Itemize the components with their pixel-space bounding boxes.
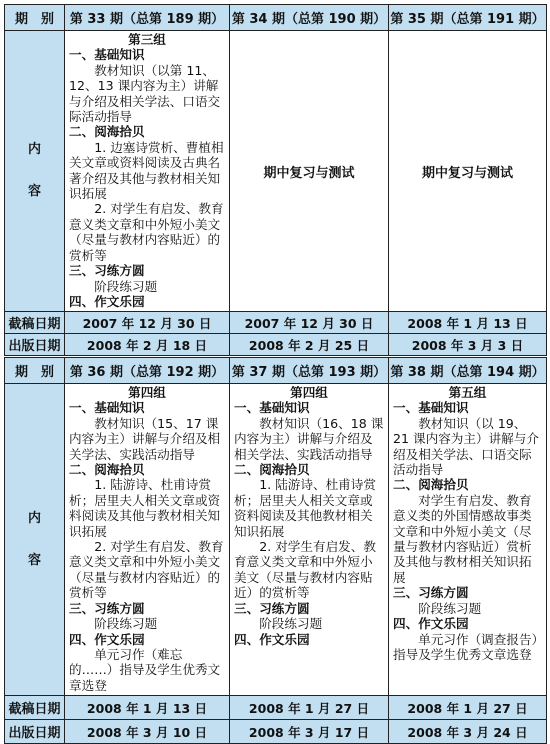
- deadline-date: 2007 年 12 月 30 日: [230, 312, 389, 334]
- deadline-date: 2008 年 1 月 13 日: [389, 312, 547, 334]
- section-text: 单元习作（难忘的……）指导及学生优秀文章选登: [69, 646, 221, 693]
- publish-date: 2008 年 3 月 10 日: [65, 720, 230, 744]
- deadline-label: 截稿日期: [5, 312, 65, 334]
- section-text: 阶段练习题: [94, 616, 158, 632]
- header-row: [5, 358, 547, 384]
- schedule-table-2: [4, 357, 547, 744]
- content-label-char-2: 容: [27, 184, 41, 200]
- section-reading: 二、阅海拾贝: [234, 462, 310, 478]
- content-label: [5, 384, 65, 696]
- deadline-date: 2008 年 1 月 27 日: [389, 696, 547, 720]
- section-text: 2. 对学生有启发、教育意义类文章和中外短小美文（尽量与教材内容贴近）的赏析等: [69, 201, 224, 263]
- section-text: 对学生有启发、教育意义类的外国情感故事类文章和中外短小美文（尽量与教材内容贴近）赏析及其他与教材相关知识拓展: [393, 492, 532, 585]
- issue-36-header: 第 36 期（总第 192 期）: [65, 358, 230, 384]
- section-text: 教材知识（以第 11、12、13 课内容为主）讲解与介绍及相关学法、口语交际活动指导: [69, 62, 221, 125]
- deadline-date: 2007 年 12 月 30 日: [65, 312, 230, 334]
- content-label: [5, 31, 65, 312]
- publish-date: 2008 年 3 月 17 日: [230, 720, 389, 744]
- publish-date: 2008 年 2 月 25 日: [230, 334, 389, 356]
- section-text: 单元习作（调查报告）指导及学生优秀文章选登: [393, 631, 538, 662]
- publish-date: 2008 年 2 月 18 日: [65, 334, 230, 356]
- publish-label: 出版日期: [5, 334, 65, 356]
- section-composition: 四、作文乐园: [393, 616, 469, 632]
- section-text: 1. 陆游诗、杜甫诗赏析；居里夫人相关文章或资料阅读及其他与教材相关知识拓展: [69, 477, 221, 539]
- issue-33-content: [65, 31, 230, 312]
- section-text: 教材知识（15、17 课内容为主）讲解与介绍及相关学法、实践活动指导: [69, 415, 221, 462]
- publish-date: 2008 年 3 月 3 日: [389, 334, 547, 356]
- section-text: 阶段练习题: [94, 278, 158, 294]
- period-label: 期 别: [5, 358, 65, 384]
- section-text: 1. 边塞诗赏析、曹植相关文章或资料阅读及古典名著介绍及其他与教材相关知识拓展: [69, 139, 224, 202]
- content-row: [5, 384, 547, 696]
- section-reading: 二、阅海拾贝: [69, 124, 145, 140]
- issue-37-content: [230, 384, 389, 696]
- section-composition: 四、作文乐园: [69, 293, 145, 309]
- group-title: 第五组: [448, 385, 487, 400]
- header-row: [5, 5, 547, 31]
- issue-33-header: 第 33 期（总第 189 期）: [65, 5, 230, 31]
- deadline-row: [5, 696, 547, 720]
- section-text: 教材知识（16、18 课内容为主）讲解与介绍及相关学法、实践活动指导: [234, 415, 384, 462]
- issue-35-header: 第 35 期（总第 191 期）: [389, 5, 547, 31]
- group-title: 第三组: [128, 32, 166, 47]
- section-text: 2. 对学生有启发、教育意义类文章和中外短小美文（尽量与教材内容贴近）的赏析等: [69, 539, 224, 601]
- section-composition: 四、作文乐园: [69, 631, 145, 647]
- issue-38-header: 第 38 期（总第 194 期）: [389, 358, 547, 384]
- section-exercises: 三、习练方圆: [69, 263, 145, 279]
- section-text: 1. 陆游诗、杜甫诗赏析；居里夫人相关文章或资料阅读及其他教材相关知识拓展: [234, 477, 376, 539]
- deadline-row: [5, 312, 547, 334]
- section-basic-knowledge: 一、基础知识: [393, 400, 469, 416]
- content-label-char-1: 内: [27, 142, 41, 158]
- deadline-label: 截稿日期: [5, 696, 65, 720]
- section-basic-knowledge: 一、基础知识: [69, 400, 145, 416]
- content-row: [5, 31, 547, 312]
- publish-row: [5, 334, 547, 356]
- group-title: 第四组: [290, 385, 328, 400]
- section-composition: 四、作文乐园: [234, 631, 310, 647]
- section-exercises: 三、习练方圆: [69, 600, 145, 616]
- issue-35-content: 期中复习与测试: [389, 31, 547, 312]
- issue-34-header: 第 34 期（总第 190 期）: [230, 5, 389, 31]
- section-basic-knowledge: 一、基础知识: [234, 400, 310, 416]
- section-exercises: 三、习练方圆: [234, 600, 310, 616]
- section-exercises: 三、习练方圆: [393, 585, 469, 601]
- schedule-table-1: [4, 4, 547, 356]
- publish-label: 出版日期: [5, 720, 65, 744]
- section-text: 2. 对学生有启发、教育意义类文章和中外短小美文（尽量与教材内容贴近）的赏析等: [234, 539, 376, 601]
- group-title: 第四组: [128, 385, 166, 400]
- deadline-date: 2008 年 1 月 13 日: [65, 696, 230, 720]
- publish-row: [5, 720, 547, 744]
- content-label-char-1: 内: [27, 510, 41, 526]
- section-text: 教材知识（以 19、21 课内容为主）讲解与介绍及相关学法、口语交际活动指导: [393, 415, 539, 478]
- section-reading: 二、阅海拾贝: [393, 477, 469, 493]
- deadline-date: 2008 年 1 月 27 日: [230, 696, 389, 720]
- section-text: 阶段练习题: [259, 616, 323, 632]
- issue-36-content: [65, 384, 230, 696]
- publish-date: 2008 年 3 月 24 日: [389, 720, 547, 744]
- issue-38-content: [389, 384, 547, 696]
- issue-37-header: 第 37 期（总第 193 期）: [230, 358, 389, 384]
- issue-34-content: 期中复习与测试: [230, 31, 389, 312]
- content-label-char-2: 容: [27, 552, 41, 568]
- period-label: 期 别: [5, 5, 65, 31]
- section-reading: 二、阅海拾贝: [69, 462, 145, 478]
- section-text: 阶段练习题: [418, 600, 482, 616]
- section-basic-knowledge: 一、基础知识: [69, 47, 145, 63]
